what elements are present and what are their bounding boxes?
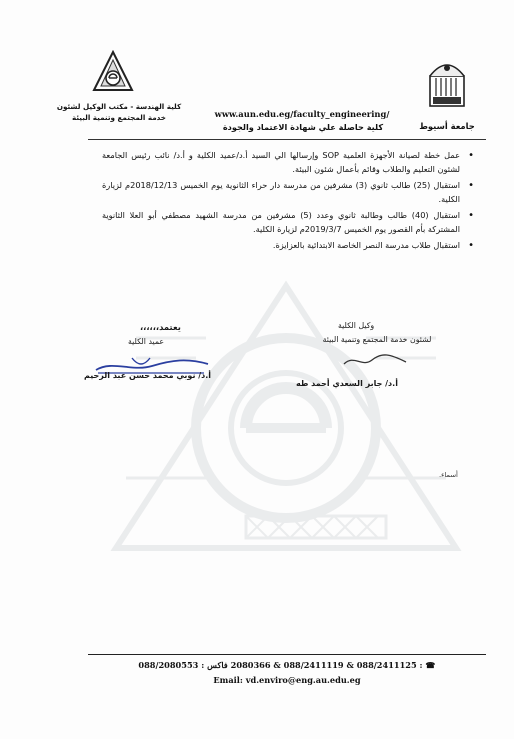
endorsement-label: يعتمد،،،،،، <box>140 322 181 332</box>
org-left-line1: كلية الهندسة - مكتب الوكيل لشئون <box>56 102 182 111</box>
faculty-office-name <box>44 101 194 123</box>
vice-dean-portfolio: لشئون خدمة المجتمع وتنمية البيئة <box>322 335 432 344</box>
faculty-logo-icon <box>92 50 134 94</box>
activity-list <box>102 149 476 256</box>
contact-numbers: ☎ : 088/2411125 & 088/2411119 & 2080366 فاكس : 088/2080553 <box>138 660 436 670</box>
university-name: جامعة أسيوط <box>419 121 475 131</box>
list-item: • استقبال طلاب مدرسة النصر الخاصة الابتدائية بالعزايزة. <box>102 239 476 253</box>
dean-name: أ.د/ نوبي محمد حسن عبد الرحيم <box>84 371 212 380</box>
footer-divider <box>88 654 486 655</box>
list-item: • عمل خطة لصيانة الأجهزة العلمية SOP وإرسالها الي السيد أ.د/عميد الكلية و أ.د/ نائب رئيس الجامعة لشئون التعليم والطلاب وقائم بأعمال شئون البيئة. <box>102 149 476 176</box>
contact-email: Email: vd.enviro@eng.au.edu.eg <box>213 675 361 685</box>
vice-dean-signature-icon <box>340 352 410 370</box>
university-logo-icon <box>424 56 470 110</box>
org-left-line2: خدمة المجتمع وتنمية البيئة <box>71 113 166 122</box>
cc-note: أسماء. <box>439 471 458 479</box>
faculty-url: www.aun.edu.eg/faculty_engineering/ <box>214 109 390 119</box>
vice-dean-name: أ.د/ جابر السعدي أحمد طه <box>296 379 398 388</box>
accreditation-text: كلية حاصلة علي شهادة الاعتماد والجودة <box>222 122 384 132</box>
vice-dean-title: وكيل الكلية <box>338 321 375 330</box>
list-item: • استقبال (40) طالب وطالبة ثانوي وعدد (5) مشرفين من مدرسة الشهيد مصطفي أبو العلا الثانوية المشتركة بأم القصور يوم الخميس 2019/3/7م لزيارة الكلية. <box>102 209 476 236</box>
list-item: • استقبال (25) طالب ثانوي (3) مشرفين من مدرسة دار حراء الثانوية يوم الخميس 2018/12/13م لزيارة الكلية. <box>102 179 476 206</box>
dean-title: عميد الكلية <box>128 337 165 346</box>
header-divider <box>88 139 486 140</box>
